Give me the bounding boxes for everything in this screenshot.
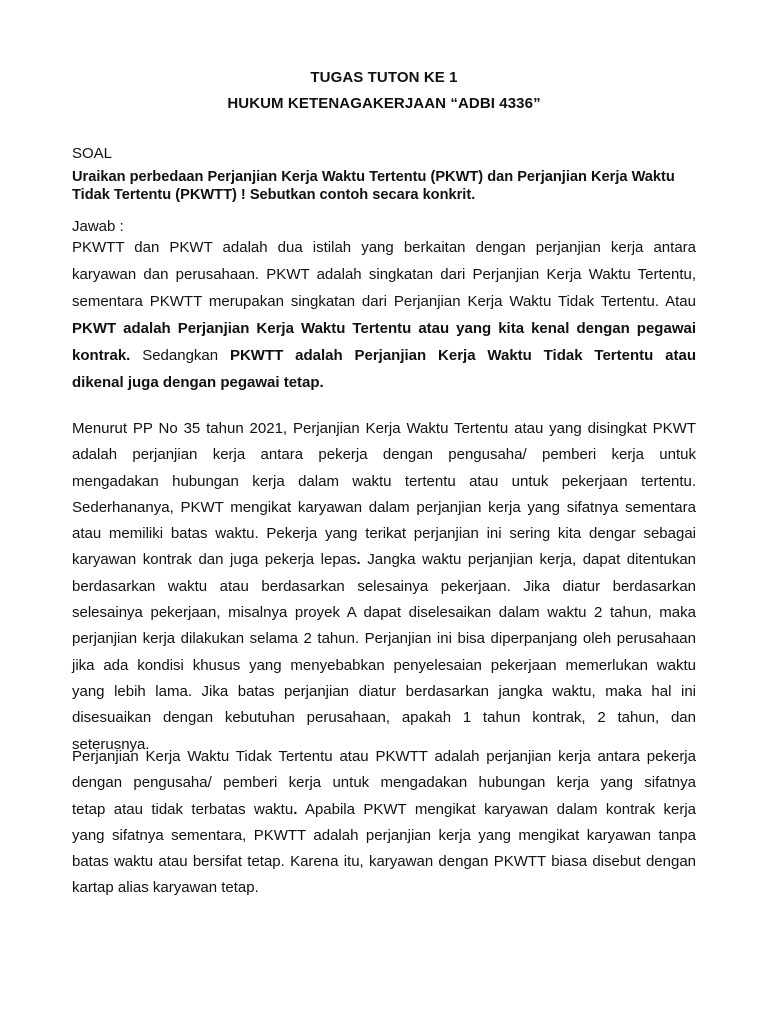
bold-text: dikenal juga dengan pegawai tetap. (72, 374, 324, 391)
answer-paragraph-2 (72, 416, 696, 758)
document-title: TUGAS TUTON KE 1 (310, 69, 458, 86)
question-text: Uraikan perbedaan Perjanjian Kerja Waktu Tertentu (PKWT) dan Perjanjian Kerja Waktu Tidak Tertentu (PKWTT) ! Sebutkan contoh secara konkrit. (72, 169, 675, 203)
paragraph-line (72, 797, 696, 823)
paragraph-line: atau memiliki batas waktu. Pekerja yang terikat perjanjian ini sering kita dengar sebagai (72, 525, 696, 543)
bold-text: kontrak. (72, 347, 131, 364)
paragraph-line: Sederhananya, PKWT mengikat karyawan dalam perjanjian kerja yang sifatnya sementara (72, 498, 696, 516)
paragraph-line: batas waktu atau bersifat tetap. Karena itu, karyawan dengan PKWTT biasa disebut dengan (72, 853, 696, 871)
paragraph-line: Menurut PP No 35 tahun 2021, Perjanjian Kerja Waktu Tertentu atau yang disingkat PKWT (72, 420, 696, 437)
soal-label: SOAL (72, 145, 113, 162)
normal-text: Apabila PKWT mengikat karyawan dalam kontrak kerja (297, 800, 697, 818)
bold-text: . (356, 551, 361, 569)
normal-text: Sedangkan (130, 347, 230, 364)
paragraph-line (72, 369, 696, 396)
paragraph-line: sementara PKWTT merupakan singkatan dari Perjanjian Kerja Waktu Tidak Tertentu. Atau (72, 293, 696, 310)
paragraph-line: selesainya pekerjaan, misalnya proyek A dapat diselesaikan dalam waktu 2 tahun, maka (72, 604, 696, 622)
paragraph-line (72, 315, 696, 342)
bold-text: PKWTT adalah Perjanjian Kerja Waktu Tidak Tertentu atau (229, 347, 696, 364)
paragraph-line: berdasarkan waktu atau berdasarkan selesainya pekerjaan. Jika diatur berdasarkan (72, 577, 696, 595)
jawab-label: Jawab : (72, 218, 124, 235)
paragraph-line: kartap alias karyawan tetap. (72, 879, 259, 897)
normal-text: tetap atau tidak terbatas waktu (72, 800, 294, 818)
paragraph-line: PKWTT dan PKWT adalah dua istilah yang berkaitan dengan perjanjian kerja antara (72, 239, 696, 256)
paragraph-line (72, 547, 696, 573)
paragraph-line: yang sifatnya sementara, PKWTT adalah perjanjian kerja yang mengikat karyawan tanpa (72, 826, 696, 844)
document-subtitle: HUKUM KETENAGAKERJAAN “ADBI 4336” (227, 95, 541, 112)
paragraph-line: dengan pengusaha/ pemberi kerja untuk mengadakan hubungan kerja yang sifatnya (72, 774, 696, 792)
bold-text: PKWT adalah Perjanjian Kerja Waktu Tertentu atau yang kita kenal dengan pegawai (72, 320, 696, 337)
answer-paragraph-3 (72, 744, 696, 902)
paragraph-line: perjanjian kerja dilakukan selama 2 tahun. Perjanjian ini bisa diperpanjang oleh perusahaan (72, 630, 696, 648)
paragraph-line: seterusnya. (72, 735, 150, 753)
paragraph-line: yang lebih lama. Jika batas perjanjian diatur berdasarkan jangka waktu, maka hal ini (72, 682, 696, 700)
paragraph-line: disesuaikan dengan kebutuhan perusahaan, apakah 1 tahun kontrak, 2 tahun, dan (72, 709, 696, 727)
paragraph-line: mengadakan hubungan kerja dalam waktu tertentu atau untuk pekerjaan tertentu. (72, 472, 696, 490)
paragraph-line: karyawan dan perusahaan. PKWT adalah singkatan dari Perjanjian Kerja Waktu Tertentu, (72, 266, 696, 283)
bold-text: . (293, 800, 298, 818)
paragraph-line (72, 342, 696, 369)
paragraph-line: jika ada kondisi khusus yang menyebabkan penyelesaian pekerjaan memerlukan waktu (72, 656, 696, 674)
normal-text: Jangka waktu perjanjian kerja, dapat ditentukan (360, 551, 697, 569)
paragraph-line: Perjanjian Kerja Waktu Tidak Tertentu atau PKWTT adalah perjanjian kerja antara pekerja (72, 748, 696, 765)
answer-paragraph-1 (72, 234, 696, 396)
paragraph-line: adalah perjanjian kerja antara pekerja dengan pengusaha/ pemberi kerja untuk (72, 446, 696, 464)
normal-text: karyawan kontrak dan juga pekerja lepas (72, 551, 357, 569)
